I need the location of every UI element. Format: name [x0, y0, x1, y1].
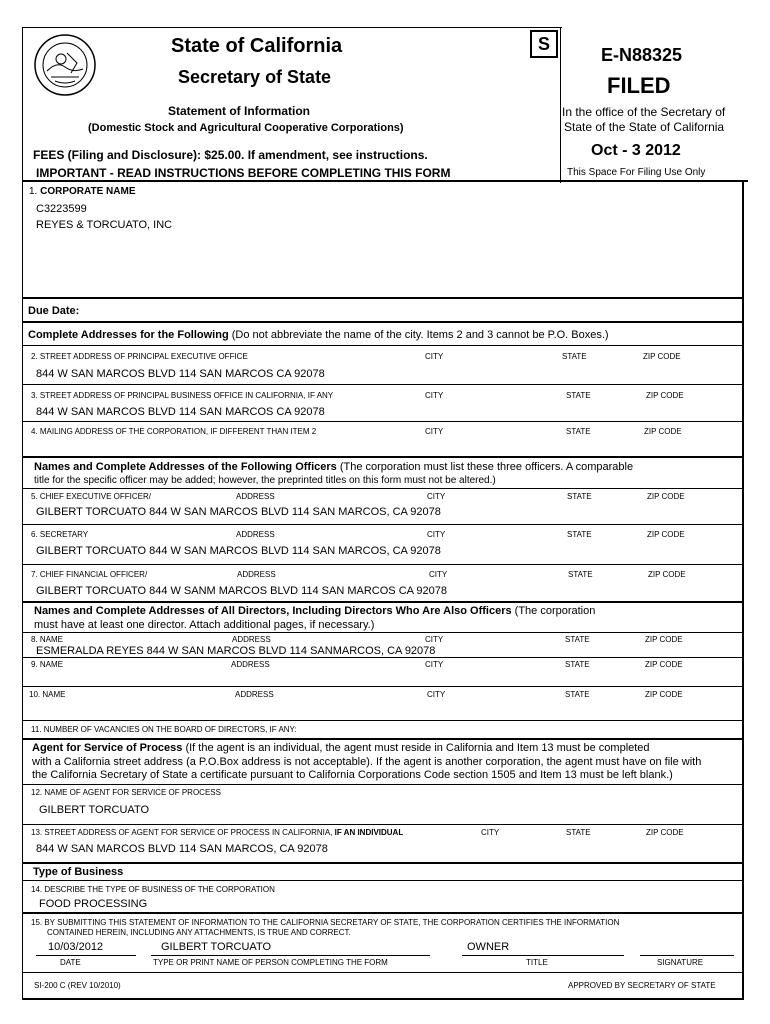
agent-line3: the California Secretary of State a certificate pursuant to California Corporations Code section 1505 and Item 13 must be left blank.) [32, 769, 673, 781]
item4-city-label: CITY [425, 427, 444, 436]
ceo-city-label: CITY [427, 492, 446, 501]
filing-note: This Space For Filing Use Only [567, 167, 706, 178]
item2-city-label: CITY [425, 352, 444, 361]
rule-item11 [22, 720, 744, 721]
secretary-city-label: CITY [427, 530, 446, 539]
officers-header [34, 461, 633, 473]
addresses-header-bold: Complete Addresses for the Following [28, 329, 229, 341]
item3-city-label: CITY [425, 391, 444, 400]
rule-item3 [22, 384, 744, 385]
item2-value[interactable]: 844 W SAN MARCOS BLVD 114 SAN MARCOS CA 92078 [36, 368, 325, 380]
director8-value[interactable]: ESMERALDA REYES 844 W SAN MARCOS BLVD 114 SANMARCOS, CA 92078 [36, 645, 436, 657]
rule-item14 [22, 880, 744, 881]
item4-zip-label: ZIP CODE [644, 427, 682, 436]
ceo-zip-label: ZIP CODE [647, 492, 685, 501]
director9-state-label: STATE [565, 660, 590, 669]
cert-date-label: DATE [60, 958, 81, 967]
important-notice: IMPORTANT - READ INSTRUCTIONS BEFORE COMPLETING THIS FORM [36, 166, 451, 180]
form-revision: SI-200 C (REV 10/2010) [34, 981, 121, 990]
bottom-border [22, 998, 744, 1000]
agent-address-label-bold: IF AN INDIVIDUAL [334, 828, 404, 837]
cert-title-value[interactable]: OWNER [467, 941, 510, 953]
rule-item4 [22, 421, 744, 422]
rule-due-date [22, 297, 744, 299]
state-seal [33, 33, 97, 97]
header-bottom-rule [22, 180, 562, 182]
rule-business [22, 862, 744, 864]
rule-addresses [22, 321, 744, 323]
cert-signature-label: SIGNATURE [657, 958, 704, 967]
rule-item6 [22, 524, 744, 525]
rule-item7 [22, 564, 744, 565]
business-value[interactable]: FOOD PROCESSING [39, 898, 148, 910]
item3-zip-label: ZIP CODE [646, 391, 684, 400]
officers-header-bold: Names and Complete Addresses of the Following Officers [34, 461, 337, 473]
director9-zip-label: ZIP CODE [645, 660, 683, 669]
right-border-lower [742, 738, 744, 1000]
ceo-value[interactable]: GILBERT TORCUATO 844 W SAN MARCOS BLVD 114 SAN MARCOS, CA 92078 [36, 506, 441, 518]
addresses-header [28, 329, 609, 341]
rule-item10 [22, 686, 744, 687]
item3-value[interactable]: 844 W SAN MARCOS BLVD 114 SAN MARCOS CA 92078 [36, 406, 325, 418]
cfo-value[interactable]: GILBERT TORCUATO 844 W SANM MARCOS BLVD 114 SAN MARCOS CA 92078 [36, 585, 448, 597]
rule-directors [22, 601, 744, 603]
officers-header-note: (The corporation must list these three officers. A comparable [336, 461, 634, 473]
secretary-state-label: STATE [567, 530, 592, 539]
directors-header [34, 605, 595, 617]
ceo-address-label: ADDRESS [236, 492, 275, 501]
filing-office-line1: In the office of the Secretary of [562, 105, 726, 119]
rule-item8 [22, 632, 744, 633]
filing-space-rule [560, 180, 748, 182]
item2-state-label: STATE [562, 352, 587, 361]
ceo-state-label: STATE [567, 492, 592, 501]
rule-footer [22, 972, 744, 973]
item3-label: 3. STREET ADDRESS OF PRINCIPAL BUSINESS OFFICE IN CALIFORNIA, IF ANY [31, 391, 334, 400]
agent-name-label: 12. NAME OF AGENT FOR SERVICE OF PROCESS [31, 788, 221, 797]
agent-address-value[interactable]: 844 W SAN MARCOS BLVD 114 SAN MARCOS, CA 92078 [36, 843, 328, 855]
agent-address-label [31, 828, 403, 837]
filing-date: Oct - 3 2012 [591, 142, 681, 159]
secretary-label: 6. SECRETARY [31, 530, 89, 539]
filing-status: FILED [607, 73, 671, 98]
cfo-city-label: CITY [429, 570, 448, 579]
cfo-address-label: ADDRESS [237, 570, 276, 579]
secretary-value[interactable]: GILBERT TORCUATO 844 W SAN MARCOS BLVD 114 SAN MARCOS, CA 92078 [36, 545, 441, 557]
rule-item9 [22, 657, 744, 658]
business-label: 14. DESCRIBE THE TYPE OF BUSINESS OF THE CORPORATION [31, 885, 275, 894]
approved-by: APPROVED BY SECRETARY OF STATE [568, 981, 716, 990]
rule-item12 [22, 784, 744, 785]
ceo-label: 5. CHIEF EXECUTIVE OFFICER/ [31, 492, 152, 501]
director9-label: 9. NAME [31, 660, 64, 669]
cert-title-line [462, 955, 624, 956]
corporate-number[interactable]: C3223599 [36, 203, 87, 215]
cert-title-label: TITLE [526, 958, 548, 967]
director10-city-label: CITY [427, 690, 446, 699]
director10-zip-label: ZIP CODE [645, 690, 683, 699]
rule-item2 [22, 345, 744, 346]
item3-state-label: STATE [566, 391, 591, 400]
agent-header-bold: Agent for Service of Process [32, 742, 183, 754]
director8-zip-label: ZIP CODE [645, 635, 683, 644]
filing-office-line2: State of the State of California [564, 120, 725, 134]
cert-date-value[interactable]: 10/03/2012 [48, 941, 104, 953]
form-subtitle: (Domestic Stock and Agricultural Cooperative Corporations) [88, 122, 404, 134]
secretary-zip-label: ZIP CODE [647, 530, 685, 539]
vacancies-label: 11. NUMBER OF VACANCIES ON THE BOARD OF DIRECTORS, IF ANY: [31, 725, 297, 734]
agent-line2: with a California street address (a P.O.Box address is not acceptable). If the agent is another corporation, the agent must have on file with [32, 756, 702, 768]
directors-header-bold: Names and Complete Addresses of All Directors, Including Directors Who Are Also Officers [34, 605, 512, 617]
cfo-state-label: STATE [568, 570, 593, 579]
corporate-name-value[interactable]: REYES & TORCUATO, INC [36, 219, 173, 231]
directors-header-note: (The corporation [511, 605, 596, 617]
agent-header [32, 742, 650, 754]
director10-label: 10. NAME [29, 690, 66, 699]
agent-state-label: STATE [566, 828, 591, 837]
rule-agent [22, 738, 744, 740]
rule-officers [22, 456, 744, 458]
agent-header-note: (If the agent is an individual, the agent must reside in California and Item 13 must be completed [182, 742, 650, 754]
fees-line: FEES (Filing and Disclosure): $25.00. If amendment, see instructions. [33, 148, 428, 162]
cert-name-line [151, 955, 430, 956]
director8-label: 8. NAME [31, 635, 64, 644]
officers-header-line2: title for the specific officer may be added; however, the preprinted titles on this form must not be altered.) [34, 475, 496, 486]
director8-state-label: STATE [565, 635, 590, 644]
rule-item5 [22, 488, 744, 489]
corporate-name-label: 1. CORPORATE NAME [29, 186, 136, 197]
director8-address-label: ADDRESS [232, 635, 271, 644]
cfo-zip-label: ZIP CODE [648, 570, 686, 579]
directors-header-line2: must have at least one director. Attach additional pages, if necessary.) [34, 619, 375, 631]
cert-name-value[interactable]: GILBERT TORCUATO [161, 941, 272, 953]
header-divider [560, 27, 561, 183]
item2-label: 2. STREET ADDRESS OF PRINCIPAL EXECUTIVE OFFICE [31, 352, 248, 361]
rule-certification [22, 912, 744, 914]
agent-zip-label: ZIP CODE [646, 828, 684, 837]
agent-address-label-text: 13. STREET ADDRESS OF AGENT FOR SERVICE OF PROCESS IN CALIFORNIA, [31, 828, 335, 837]
due-date-label: Due Date: [28, 305, 80, 317]
cert-signature-line [640, 955, 734, 956]
certification-line1: 15. BY SUBMITTING THIS STATEMENT OF INFORMATION TO THE CALIFORNIA SECRETARY OF STATE, THE CORPORATION CERTIFIES THE INFORMATION [31, 918, 620, 927]
cfo-label: 7. CHIEF FINANCIAL OFFICER/ [31, 570, 148, 579]
top-border [22, 27, 562, 28]
director9-city-label: CITY [425, 660, 444, 669]
cert-name-label: TYPE OR PRINT NAME OF PERSON COMPLETING THE FORM [153, 958, 388, 967]
business-header: Type of Business [33, 866, 124, 878]
item2-zip-label: ZIP CODE [643, 352, 681, 361]
agent-city-label: CITY [481, 828, 500, 837]
filing-number: E-N88325 [601, 45, 683, 65]
office-title: Secretary of State [178, 67, 332, 87]
form-title: Statement of Information [168, 104, 311, 118]
director8-city-label: CITY [425, 635, 444, 644]
rule-item13 [22, 824, 744, 825]
director9-address-label: ADDRESS [231, 660, 270, 669]
director10-address-label: ADDRESS [235, 690, 274, 699]
cert-date-line [36, 955, 136, 956]
item4-label: 4. MAILING ADDRESS OF THE CORPORATION, IF DIFFERENT THAN ITEM 2 [31, 427, 317, 436]
agent-name-value[interactable]: GILBERT TORCUATO [39, 804, 150, 816]
secretary-address-label: ADDRESS [236, 530, 275, 539]
left-border [22, 27, 23, 999]
certification-line2: CONTAINED HEREIN, INCLUDING ANY ATTACHMENTS, IS TRUE AND CORRECT. [47, 928, 351, 937]
state-title: State of California [171, 35, 343, 57]
right-border-upper [742, 180, 744, 740]
addresses-header-note: (Do not abbreviate the name of the city. Items 2 and 3 cannot be P.O. Boxes.) [228, 329, 609, 341]
item4-state-label: STATE [566, 427, 591, 436]
director10-state-label: STATE [565, 690, 590, 699]
s-box: S [530, 30, 558, 58]
